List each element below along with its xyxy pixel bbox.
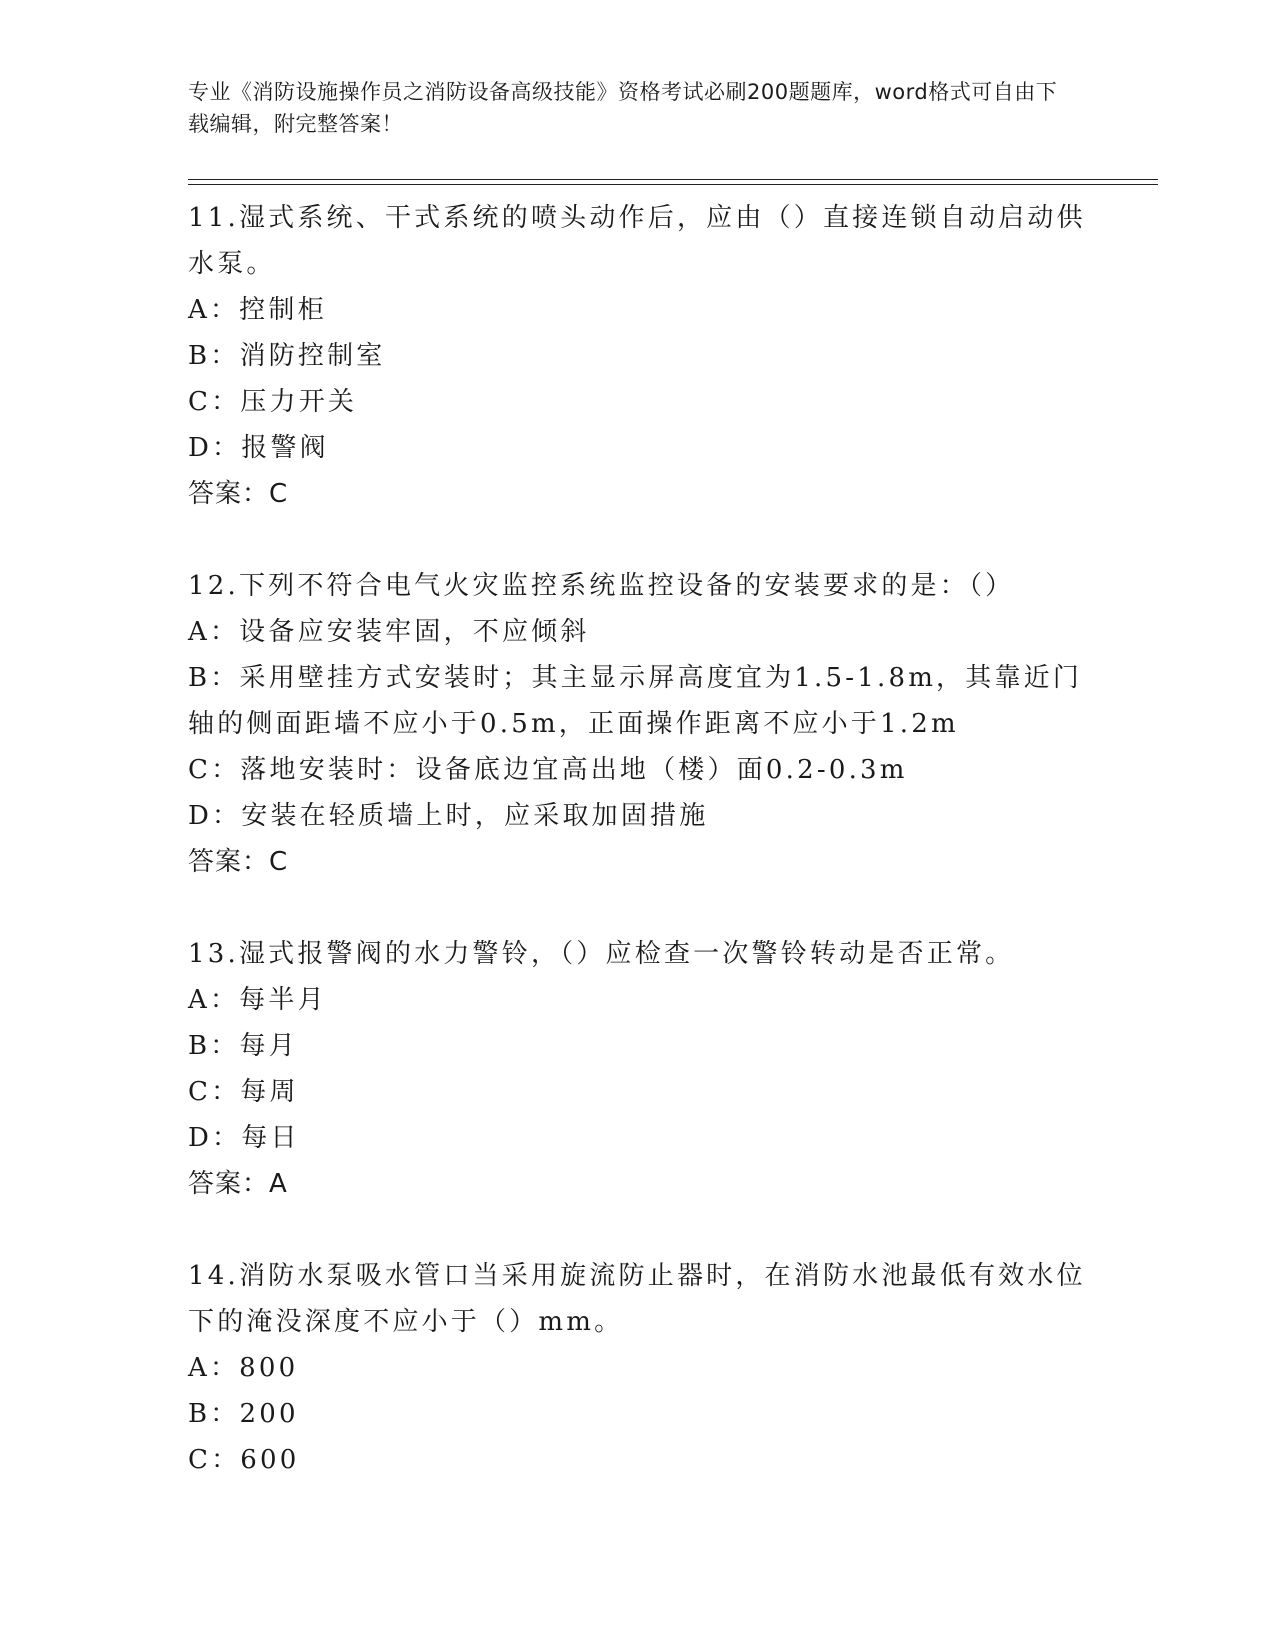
question-stem: 12.下列不符合电气火灾监控系统监控设备的安装要求的是：（） xyxy=(188,571,1015,601)
option-d: D：每日 xyxy=(188,1123,300,1153)
question-11 xyxy=(188,195,1088,517)
option-b: B：消防控制室 xyxy=(188,341,386,371)
option-b: B：每月 xyxy=(188,1031,298,1061)
option-b: B：200 xyxy=(188,1399,299,1429)
answer-line: 答案：C xyxy=(188,847,289,877)
option-d: D：安装在轻质墙上时，应采取加固措施 xyxy=(188,801,709,831)
option-a: A：每半月 xyxy=(188,985,327,1015)
question-12 xyxy=(188,563,1088,885)
option-b: B：采用壁挂方式安装时；其主显示屏高度宜为1.5-1.8m，其靠近门轴的侧面距墙不应小于0.5m，正面操作距离不应小于1.2m xyxy=(188,663,1083,739)
option-c: C：每周 xyxy=(188,1077,299,1107)
document-header: 专业《消防设施操作员之消防设备高级技能》资格考试必刷200题题库，word格式可自由下载编辑，附完整答案！ xyxy=(188,80,1058,136)
option-a: A：设备应安装牢固，不应倾斜 xyxy=(188,617,590,647)
option-c: C：600 xyxy=(188,1445,300,1475)
header-divider-bottom xyxy=(188,184,1158,185)
question-list xyxy=(188,195,1088,1529)
header-divider-top xyxy=(188,179,1158,180)
option-a: A：800 xyxy=(188,1353,299,1383)
question-13 xyxy=(188,931,1088,1207)
option-d: D：报警阀 xyxy=(188,433,329,463)
question-14 xyxy=(188,1253,1088,1483)
option-c: C：落地安装时：设备底边宜高出地（楼）面0.2-0.3m xyxy=(188,755,908,785)
option-a: A：控制柜 xyxy=(188,295,327,325)
question-stem: 11.湿式系统、干式系统的喷头动作后，应由（）直接连锁自动启动供水泵。 xyxy=(188,203,1086,279)
question-stem: 13.湿式报警阀的水力警铃，（）应检查一次警铃转动是否正常。 xyxy=(188,939,1015,969)
question-stem: 14.消防水泵吸水管口当采用旋流防止器时，在消防水池最低有效水位下的淹没深度不应小于（）mm。 xyxy=(188,1261,1086,1337)
answer-line: 答案：A xyxy=(188,1169,288,1199)
option-c: C：压力开关 xyxy=(188,387,358,417)
answer-line: 答案：C xyxy=(188,479,289,509)
